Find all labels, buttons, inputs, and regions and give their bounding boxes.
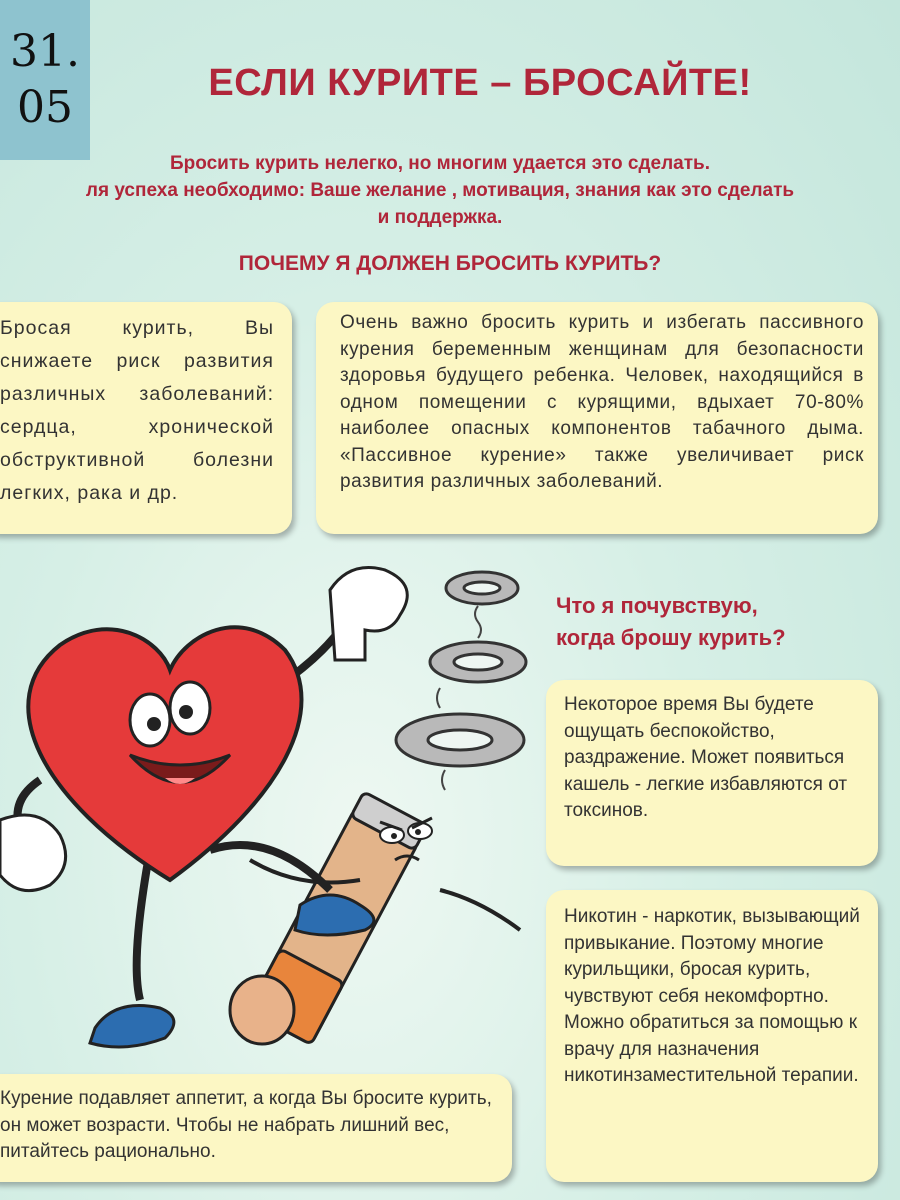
what-will-i-feel-line-2: когда брошу курить? xyxy=(556,625,786,650)
intro-line-3: и поддержка. xyxy=(377,207,503,228)
heart-kicking-cigarette-icon xyxy=(0,550,560,1070)
passive-smoking-box xyxy=(316,302,878,534)
risk-reduction-text: Бросая курить, Вы снижаете риск развития различных заболеваний: сердца, хронической обструктивной болезни легких, рака и др. xyxy=(0,317,274,504)
anxiety-text: Некоторое время Вы будете ощущать беспокойство, раздражение. Может появиться кашель - легкие избавляются от токсинов. xyxy=(564,694,848,821)
date-month: 05 xyxy=(17,82,73,133)
appetite-box xyxy=(0,1074,512,1182)
risk-reduction-box xyxy=(0,302,292,534)
date-badge xyxy=(0,0,90,160)
what-will-i-feel-line-1: Что я почувствую, xyxy=(556,593,758,618)
nicotine-box xyxy=(546,890,878,1182)
date-day: 31. xyxy=(10,26,80,77)
intro-line-2: ля успеха необходимо: Ваше желание , мотивация, знания как это сделать xyxy=(85,180,795,201)
what-will-i-feel-heading xyxy=(556,590,876,654)
nicotine-text: Никотин - наркотик, вызывающий привыкание. Поэтому многие курильщики, бросая курить, чувствуют себя некомфортно. Можно обратиться за помощью к врачу для назначения никотинзаместительной терапии. xyxy=(564,906,860,1086)
why-quit-heading: ПОЧЕМУ Я ДОЛЖЕН БРОСИТЬ КУРИТЬ? xyxy=(238,252,662,275)
passive-smoking-text: Очень важно бросить курить и избегать пассивного курения беременным женщинам для безопасности здоровья будущего ребенка. Человек, находящийся в одном помещении с курящими, вдыхает 70-80% наиболее опасных компонентов табачного дыма. «Пассивное курение» также увеличивает риск развития различных заболеваний. xyxy=(340,312,864,492)
anxiety-box xyxy=(546,680,878,866)
intro-line-1: Бросить курить нелегко, но многим удается это сделать. xyxy=(170,153,710,174)
smoke-rings xyxy=(396,572,526,766)
intro-text xyxy=(0,150,900,231)
appetite-text: Курение подавляет аппетит, а когда Вы бросите курить, он может возрасти. Чтобы не набрать лишний вес, питайтесь рационально. xyxy=(0,1088,492,1162)
page-title: ЕСЛИ КУРИТЕ – БРОСАЙТЕ! xyxy=(208,62,752,104)
